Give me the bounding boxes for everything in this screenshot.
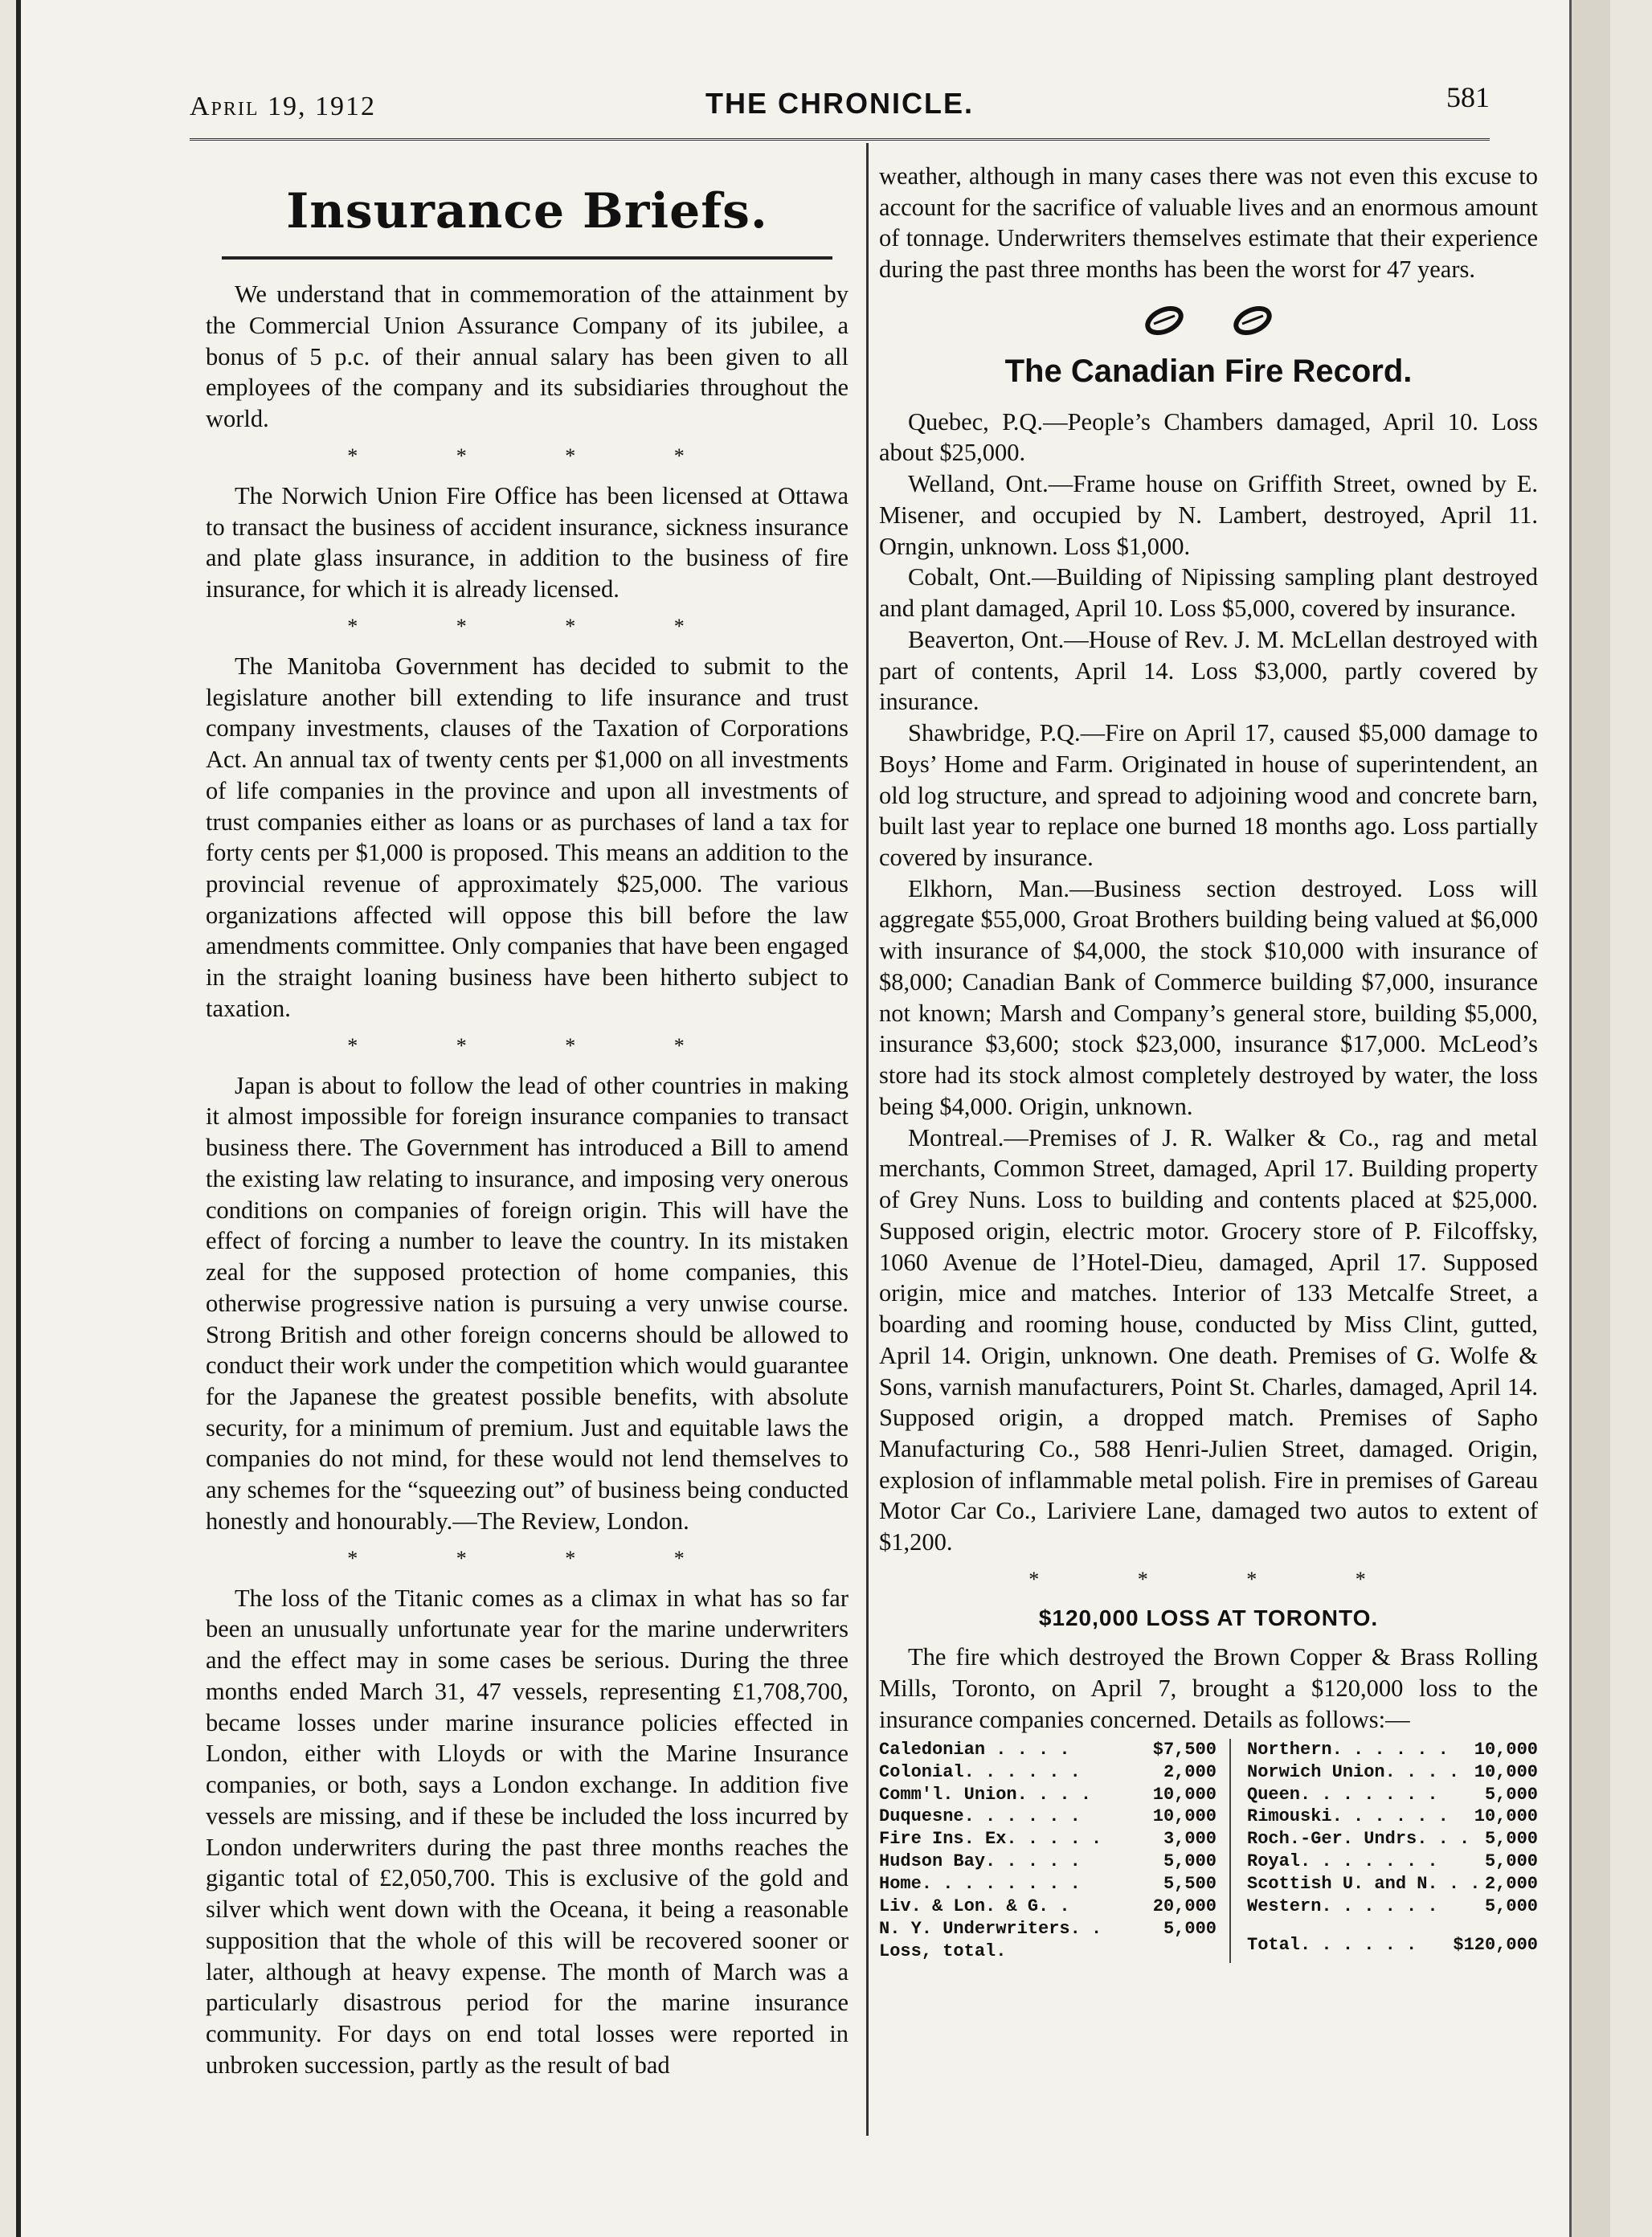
company-name: Roch.-Ger. Undrs. . . bbox=[1247, 1829, 1470, 1850]
ornament-icon bbox=[1143, 305, 1186, 337]
loss-amount: 2,000 bbox=[1484, 1874, 1538, 1895]
section-title: Insurance Briefs. bbox=[286, 183, 768, 239]
loss-row bbox=[1247, 1896, 1538, 1918]
right-column bbox=[879, 161, 1538, 1963]
total-amount: $120,000 bbox=[1453, 1935, 1538, 1956]
fire-record-title: The Canadian Fire Record. bbox=[1004, 353, 1413, 389]
loss-amount: 10,000 bbox=[1152, 1784, 1217, 1805]
paragraph-japan: Japan is about to follow the lead of other countries in making it almost impossible for foreign insurance companies to transact business there. The Government has introduced a Bill to amend the existing law relating to insurance, and imposing very onerous conditions on companies of foreign origin. This will have the effect of forcing a number to leave the country. In its mistaken zeal for the supposed protection of home companies, this otherwise progressive nation is pursuing a very unwise course. Strong British and other foreign concerns should be allowed to conduct their work under the competition which would guarantee for the Japanese the greatest possible benefits, with absolute security, for a minimum of premium. Just and equitable laws the companies do not mind, for these would not lend themselves to any schemes for the “squeezing out” of business being conducted honestly and honourably.—The Review, London. bbox=[206, 1071, 848, 1535]
star-divider: * * * * bbox=[347, 444, 731, 468]
loss-amount: 5,000 bbox=[1163, 1919, 1217, 1940]
loss-row bbox=[879, 1896, 1217, 1918]
star-divider: * * * * bbox=[347, 1546, 731, 1570]
paragraph-titanic: The loss of the Titanic comes as a climax in what has so far been an unusually unfortunate year for the marine underwriters and the effect may in some cases be serious. During the three months ended March 31, 47 vessels, representing £1,708,700, became losses under marine insurance policies effected in London, either with Lloyds or with the Marine Insurance companies, or both, says a London exchange. In addition five vessels are missing, and if these be included the loss incurred by London underwriters during the past three months reaches the gigantic total of £2,050,700. This is exclusive of the gold and silver which went down with the Oceana, it being a reasonable supposition that the whole of this will be recovered sooner or later, although at heavy expense. The month of March was a particularly disastrous period for the marine insurance community. For days on end total losses were reported in unbroken succession, partly as the result of bad bbox=[206, 1584, 848, 2079]
loss-row bbox=[879, 1941, 1217, 1963]
loss-row bbox=[1247, 1806, 1538, 1828]
loss-amount: 5,000 bbox=[1163, 1851, 1217, 1872]
column-rule bbox=[866, 143, 869, 2136]
total-row bbox=[1247, 1934, 1538, 1957]
company-name: Duquesne. . . . . . bbox=[879, 1806, 1081, 1827]
star-divider: * * * * bbox=[347, 614, 731, 638]
company-name: Northern. . . . . . bbox=[1247, 1739, 1449, 1760]
fire-entry: Welland, Ont.—Frame house on Griffith Street, owned by E. Misener, and occupied by N. Lambert, destroyed, April 11. Orngin, unknown. Loss $1,000. bbox=[879, 470, 1538, 560]
loss-row bbox=[1247, 1828, 1538, 1851]
loss-row bbox=[879, 1828, 1217, 1851]
loss-row bbox=[1247, 1851, 1538, 1873]
paragraph-commercial-union: We understand that in commemoration of the attainment by the Commercial Union Assurance Company of its jubilee, a bonus of 5 p.c. of their annual salary has been given to all employees of the company and its subsidiaries throughout the world. bbox=[206, 280, 848, 433]
loss-row bbox=[879, 1873, 1217, 1896]
header-rule bbox=[190, 138, 1490, 141]
loss-amount: 5,000 bbox=[1484, 1851, 1538, 1872]
company-name: N. Y. Underwriters. . bbox=[879, 1919, 1102, 1940]
left-column bbox=[206, 149, 848, 2080]
fire-entry: Beaverton, Ont.—House of Rev. J. M. McLellan destroyed with part of contents, April 14. Loss $3,000, partly covered by insurance. bbox=[879, 625, 1538, 716]
loss-row bbox=[879, 1761, 1217, 1784]
loss-row bbox=[879, 1784, 1217, 1806]
total-label: Total. . . . . . bbox=[1247, 1935, 1417, 1956]
toronto-paragraph: The fire which destroyed the Brown Copper & Brass Rolling Mills, Toronto, on April 7, brought a $120,000 loss to the insurance companies concerned. Details as follows:— bbox=[879, 1643, 1538, 1733]
loss-amount: 10,000 bbox=[1474, 1739, 1538, 1760]
loss-amount: 5,000 bbox=[1484, 1896, 1538, 1917]
loss-amount: $7,500 bbox=[1152, 1739, 1217, 1760]
loss-row bbox=[1247, 1739, 1538, 1761]
loss-row bbox=[1247, 1784, 1538, 1806]
loss-table-left bbox=[879, 1739, 1229, 1963]
company-name: Western. . . . . . bbox=[1247, 1896, 1438, 1917]
company-name: Rimouski. . . . . . bbox=[1247, 1806, 1449, 1827]
paragraph-continuation: weather, although in many cases there was not even this excuse to account for the sacrifice of valuable lives and an enormous amount of tonnage. Underwriters themselves estimate that their experience during the past three months has been the worst for 47 years. bbox=[879, 162, 1538, 284]
loss-row bbox=[879, 1739, 1217, 1761]
header-title: THE CHRONICLE. bbox=[705, 87, 974, 120]
loss-row bbox=[879, 1806, 1217, 1828]
company-name: Comm'l. Union. . . . bbox=[879, 1784, 1092, 1805]
loss-row bbox=[879, 1851, 1217, 1873]
running-header bbox=[190, 80, 1490, 129]
title-rule bbox=[222, 256, 832, 260]
loss-amount: 5,000 bbox=[1484, 1784, 1538, 1805]
loss-amount: 3,000 bbox=[1163, 1829, 1217, 1850]
page-edge bbox=[1569, 0, 1610, 2237]
toronto-title: $120,000 LOSS AT TORONTO. bbox=[1038, 1605, 1379, 1630]
loss-amount: 10,000 bbox=[1474, 1761, 1538, 1782]
ornament-icon bbox=[1231, 305, 1274, 337]
loss-row bbox=[1247, 1761, 1538, 1784]
star-divider: * * * * bbox=[1028, 1567, 1413, 1591]
loss-amount: 10,000 bbox=[1152, 1806, 1217, 1827]
loss-row bbox=[879, 1918, 1217, 1941]
company-name: Loss, total. bbox=[879, 1941, 1007, 1962]
fire-entry: Montreal.—Premises of J. R. Walker & Co., rag and metal merchants, Common Street, damaged, April 17. Building property of Grey Nuns. Loss to building and contents placed at $25,000. Supposed origin, electric motor. Grocery store of P. Filcoffsky, 1060 Avenue de l’Hotel-Dieu, damaged, April 17. Supposed origin, mice and matches. Interior of 133 Metcalfe Street, a boarding and rooming house, conducted by Miss Clint, gutted, April 14. Origin, unknown. One death. Premises of G. Wolfe & Sons, varnish manufacturers, Point St. Charles, damaged, April 14. Supposed origin, a dropped match. Premises of Sapho Manufacturing Co., 588 Henri-Julien Street, damaged. Origin, explosion of inflammable metal polish. Fire in premises of Gareau Motor Car Co., Lariviere Lane, damaged two autos to extent of $1,200. bbox=[879, 1123, 1538, 1556]
newspaper-page bbox=[16, 0, 1610, 2237]
loss-table-right bbox=[1229, 1739, 1538, 1963]
company-name: Hudson Bay. . . . . bbox=[879, 1851, 1081, 1872]
paragraph-norwich-union: The Norwich Union Fire Office has been licensed at Ottawa to transact the business of accident insurance, sickness insurance and plate glass insurance, in addition to the business of fire insurance, for which it is already licensed. bbox=[206, 481, 848, 603]
loss-amount: 5,500 bbox=[1163, 1874, 1217, 1895]
company-name: Royal. . . . . . . bbox=[1247, 1851, 1438, 1872]
star-divider: * * * * bbox=[347, 1033, 731, 1057]
loss-row bbox=[1247, 1873, 1538, 1896]
loss-amount: 5,000 bbox=[1484, 1829, 1538, 1850]
company-name: Fire Ins. Ex. . . . . bbox=[879, 1829, 1102, 1850]
header-date: April 19, 1912 bbox=[190, 92, 377, 121]
paragraph-manitoba: The Manitoba Government has decided to submit to the legislature another bill extending to life insurance and trust company investments, clauses of the Taxation of Corporations Act. An annual tax of twenty cents per $1,000 on all investments of life companies in the province and upon all investments of trust companies either as loans or as purchases of land a tax for forty cents per $1,000 is proposed. This means an addition to the provincial revenue of approximately $25,000. The various organizations affected will oppose this bill before the law amendments committee. Only companies that have been engaged in the straight loaning business have been hitherto subject to taxation. bbox=[206, 652, 848, 1022]
loss-amount: 2,000 bbox=[1163, 1761, 1217, 1782]
ornament bbox=[879, 305, 1538, 340]
company-name: Caledonian . . . . bbox=[879, 1739, 1070, 1760]
loss-amount: 20,000 bbox=[1152, 1896, 1217, 1917]
company-name: Scottish U. and N. . . bbox=[1247, 1874, 1481, 1895]
company-name: Home. . . . . . . . bbox=[879, 1874, 1081, 1895]
loss-table bbox=[879, 1739, 1538, 1963]
company-name: Liv. & Lon. & G. . bbox=[879, 1896, 1070, 1917]
company-name: Queen. . . . . . . bbox=[1247, 1784, 1438, 1805]
fire-entry: Shawbridge, P.Q.—Fire on April 17, caused $5,000 damage to Boys’ Home and Farm. Originated in house of superintendent, an old log structure, and spread to adjoining wood and concrete barn, built last year to replace one burned 18 months ago. Loss partially covered by insurance. bbox=[879, 719, 1538, 872]
company-name: Norwich Union. . . . bbox=[1247, 1761, 1460, 1782]
fire-entry: Cobalt, Ont.—Building of Nipissing sampling plant destroyed and plant damaged, April 10. Loss $5,000, covered by insurance. bbox=[879, 563, 1538, 623]
fire-entry: Quebec, P.Q.—People’s Chambers damaged, April 10. Loss about $25,000. bbox=[879, 407, 1538, 467]
company-name: Colonial. . . . . . bbox=[879, 1761, 1081, 1782]
page-number: 581 bbox=[1446, 81, 1490, 113]
loss-amount: 10,000 bbox=[1474, 1806, 1538, 1827]
fire-entry: Elkhorn, Man.—Business section destroyed. Loss will aggregate $55,000, Groat Brothers building being valued at $6,000 with insurance of $4,000, the stock $10,000 with insurance of $8,000; Canadian Bank of Commerce building $7,000, insurance not known; Marsh and Company’s general store, building $5,000, insurance $3,600; stock $23,000, insurance $17,000. McLeod’s store had its stock almost completely destroyed by water, the loss being $4,000. Origin, unknown. bbox=[879, 874, 1538, 1120]
